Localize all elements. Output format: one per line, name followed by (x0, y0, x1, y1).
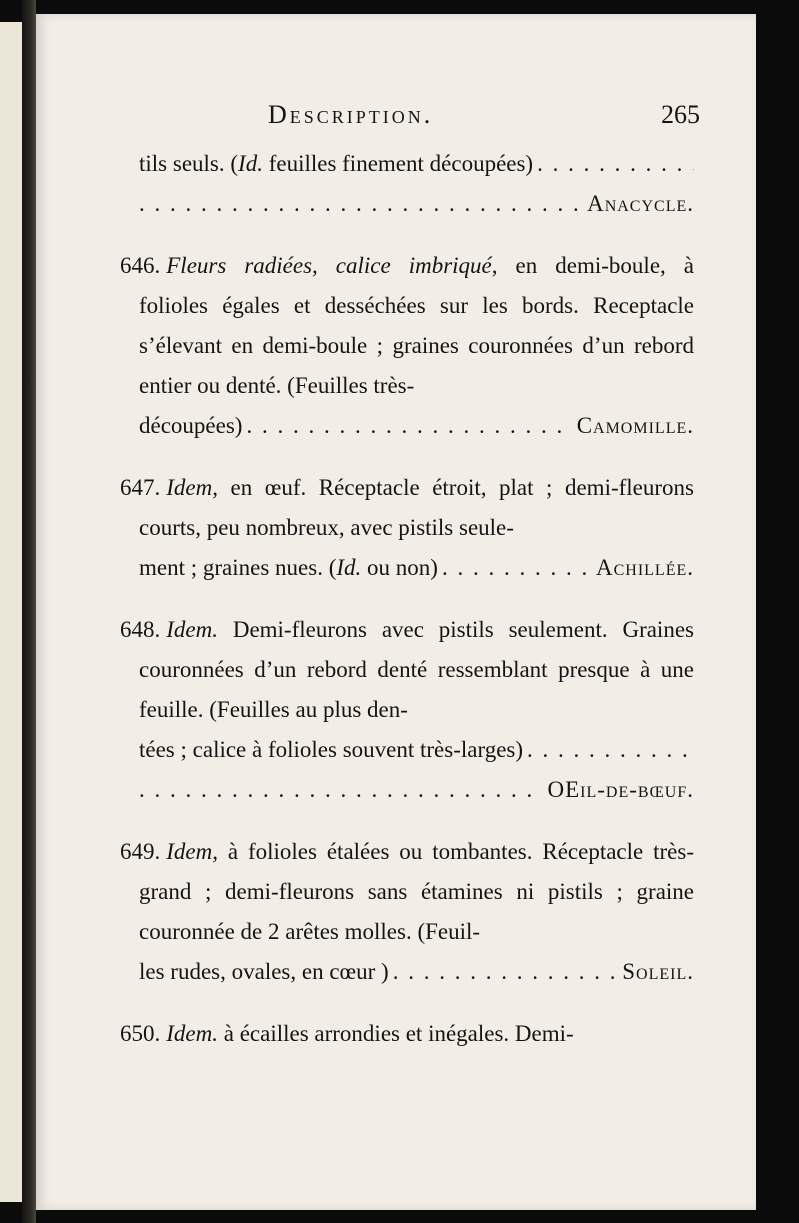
plant-name: Camomille. (576, 413, 694, 438)
entry-key: Fleurs radiées, calice imbriqué, (166, 253, 498, 278)
leader-line: les rudes, ovales, en cœur ) . . . Soleil. (120, 952, 694, 992)
page-number: 265 (661, 100, 700, 129)
plant-name: Anacycle. (587, 191, 694, 216)
leader-line: tées ; calice à folioles souvent très-larges) . . . (120, 730, 694, 770)
leader-line (139, 144, 694, 184)
entry-648 (120, 610, 694, 810)
entry-key: Idem, (166, 475, 218, 500)
entry-key: Idem. (166, 617, 218, 642)
entry-number: 648. (120, 617, 161, 642)
entry-number: 646. (120, 253, 161, 278)
page-header (120, 100, 700, 144)
entry-646 (120, 246, 694, 446)
page (36, 14, 756, 1210)
entry-number: 650. (120, 1021, 161, 1046)
entry-number: 649. (120, 839, 161, 864)
leader-line: ment ; graines nues. (Id. ou non) . . . Achillée. (120, 548, 694, 588)
entry-key: Idem. (166, 1021, 218, 1046)
entry-continuation (120, 144, 694, 224)
dot-leader (527, 730, 694, 770)
entry-650 (120, 1014, 694, 1054)
dot-leader (139, 770, 543, 810)
dot-leader (537, 144, 694, 184)
reference-abbrev: Id. (336, 555, 362, 580)
entry-649 (120, 832, 694, 992)
dot-leader (393, 952, 619, 992)
entry-text: 650. Idem. à écailles arrondies et inégales. Demi- (120, 1021, 574, 1046)
leader-line (120, 770, 694, 810)
facing-page-edge (0, 22, 22, 1202)
entry-text: 648. Idem. Demi-fleurons avec pistils seulement. Graines couronnées d’un rebord denté ressemblant presque à une feuille. (Feuilles au plus den- (120, 617, 694, 722)
book-gutter (22, 0, 36, 1223)
entry-key: Idem, (166, 839, 218, 864)
entry-text: tils seuls. (Id. feuilles finement découpées) (139, 151, 534, 176)
running-head: Description. (268, 100, 434, 129)
plant-name: Soleil. (622, 959, 694, 984)
reference-abbrev: Id. (238, 151, 263, 176)
entry-text: 649. Idem, à folioles étalées ou tombantes. Réceptacle très-grand ; demi-fleurons sans étamines ni pistils ; graine couronnée de 2 arêtes molles. (Feuil- (120, 839, 694, 944)
leader-line (139, 184, 694, 224)
entry-number: 647. (120, 475, 161, 500)
entry-647 (120, 468, 694, 588)
dot-leader (139, 184, 583, 224)
entry-text: 646. Fleurs radiées, calice imbriqué, en demi-boule, à folioles égales et desséchées sur les bords. Receptacle s’élevant en demi-boule ; graines couronnées d’un rebord entier ou denté. (Feuilles très- (120, 253, 694, 398)
leader-line: découpées) . . . Camomille. (120, 406, 694, 446)
plant-name: Achillée. (595, 555, 694, 580)
plant-name: OEil-de-bœuf. (547, 777, 694, 802)
page-content (120, 100, 700, 1054)
entry-text: 647. Idem, en œuf. Réceptacle étroit, plat ; demi-fleurons courts, peu nombreux, avec pistils seule- (120, 475, 694, 540)
dot-leader (246, 406, 572, 446)
dot-leader (442, 548, 592, 588)
